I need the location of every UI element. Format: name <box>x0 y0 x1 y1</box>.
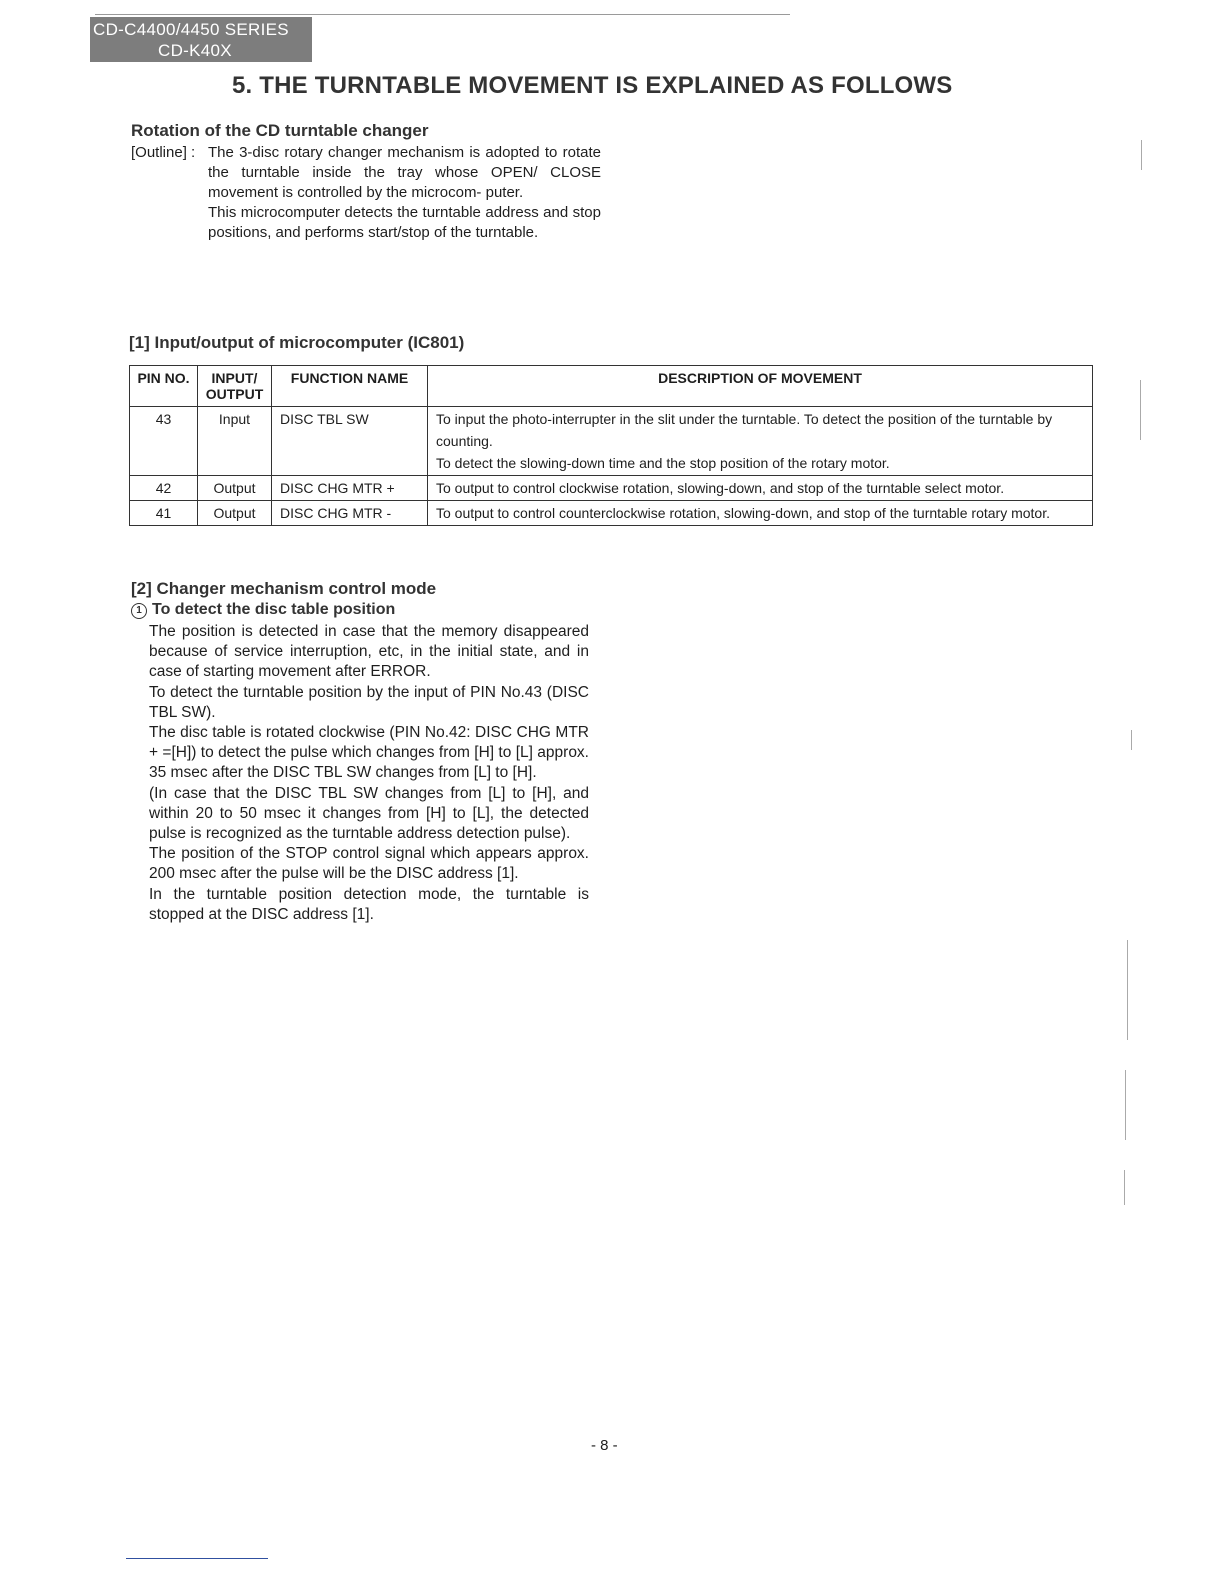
table-row <box>130 501 1093 526</box>
outline-paragraph: This microcomputer detects the turntable address and stop positions, and performs start/stop of the turntable. <box>208 204 601 241</box>
cell-pin: 41 <box>130 501 198 526</box>
scan-mark <box>1140 380 1141 440</box>
series-submodel-line: CD-K40X <box>158 41 232 60</box>
paragraph: The position of the STOP control signal which appears approx. 200 msec after the pulse will be the DISC address [1]. <box>149 845 589 883</box>
outline-block <box>131 143 601 243</box>
description-line: To input the photo-interrupter in the slit under the turntable. To detect the position of the turntable by counting. <box>436 411 1053 449</box>
col-header-function: FUNCTION NAME <box>272 366 428 407</box>
paragraph: (In case that the DISC TBL SW changes from [L] to [H], and within 20 to 50 msec it changes from [H] to [L], the detected pulse is recognized as the turntable address detection pulse). <box>149 784 589 843</box>
outline-label: [Outline] : <box>131 144 196 161</box>
io-table <box>129 365 1093 526</box>
rotation-heading: Rotation of the CD turntable changer <box>131 121 429 140</box>
cell-description <box>428 407 1093 476</box>
cell-function: DISC TBL SW <box>272 407 428 476</box>
io-heading: [1] Input/output of microcomputer (IC801) <box>129 333 465 352</box>
scan-mark <box>1131 730 1132 750</box>
paragraph: The disc table is rotated clockwise (PIN No.42: DISC CHG MTR + =[H]) to detect the pulse which changes from [H] to [L] approx. 35 msec after the DISC TBL SW changes from [L] to [H]. <box>149 724 589 782</box>
sub-heading <box>131 601 395 619</box>
series-model-line: CD-C4400/4450 SERIES <box>93 20 289 39</box>
cell-io: Output <box>198 476 272 501</box>
table-header-row <box>130 366 1093 407</box>
sub-heading-text: To detect the disc table position <box>152 601 396 618</box>
changer-heading: [2] Changer mechanism control mode <box>131 579 437 598</box>
col-header-pin: PIN NO. <box>130 366 198 407</box>
bottom-rule <box>126 1558 268 1559</box>
paragraph: The position is detected in case that the memory disappeared because of service interruption, etc, in the initial state, and in case of starting movement after ERROR. <box>149 623 589 681</box>
cell-io: Input <box>198 407 272 476</box>
description-line: To detect the slowing-down time and the stop position of the rotary motor. <box>436 455 890 471</box>
col-header-description: DESCRIPTION OF MOVEMENT <box>428 366 1093 407</box>
top-rule <box>95 14 790 15</box>
page-title: 5. THE TURNTABLE MOVEMENT IS EXPLAINED AS FOLLOWS <box>232 72 953 99</box>
scan-mark <box>1125 1070 1126 1140</box>
page-number: - 8 - <box>591 1437 618 1454</box>
paragraph: In the turntable position detection mode, the turntable is stopped at the DISC address [1]. <box>149 885 589 923</box>
col-header-io: INPUT/ OUTPUT <box>198 366 272 407</box>
cell-pin: 42 <box>130 476 198 501</box>
table-row <box>130 407 1093 476</box>
circled-number: 1 <box>131 603 147 619</box>
scan-mark <box>1141 140 1142 170</box>
table-row <box>130 476 1093 501</box>
cell-pin: 43 <box>130 407 198 476</box>
paragraph: To detect the turntable position by the input of PIN No.43 (DISC TBL SW). <box>149 683 589 721</box>
outline-body <box>208 143 601 243</box>
outline-paragraph: The 3-disc rotary changer mechanism is adopted to rotate the turntable inside the tray whose OPEN/ CLOSE movement is controlled by the microcom- puter. <box>208 144 601 201</box>
detection-text <box>149 622 589 925</box>
cell-description: To output to control counterclockwise rotation, slowing-down, and stop of the turntable rotary motor. <box>428 501 1093 526</box>
cell-function: DISC CHG MTR + <box>272 476 428 501</box>
cell-description: To output to control clockwise rotation, slowing-down, and stop of the turntable select motor. <box>428 476 1093 501</box>
scan-mark <box>1127 940 1128 1040</box>
cell-io: Output <box>198 501 272 526</box>
cell-function: DISC CHG MTR - <box>272 501 428 526</box>
series-badge <box>90 17 312 62</box>
scan-mark <box>1124 1170 1125 1205</box>
